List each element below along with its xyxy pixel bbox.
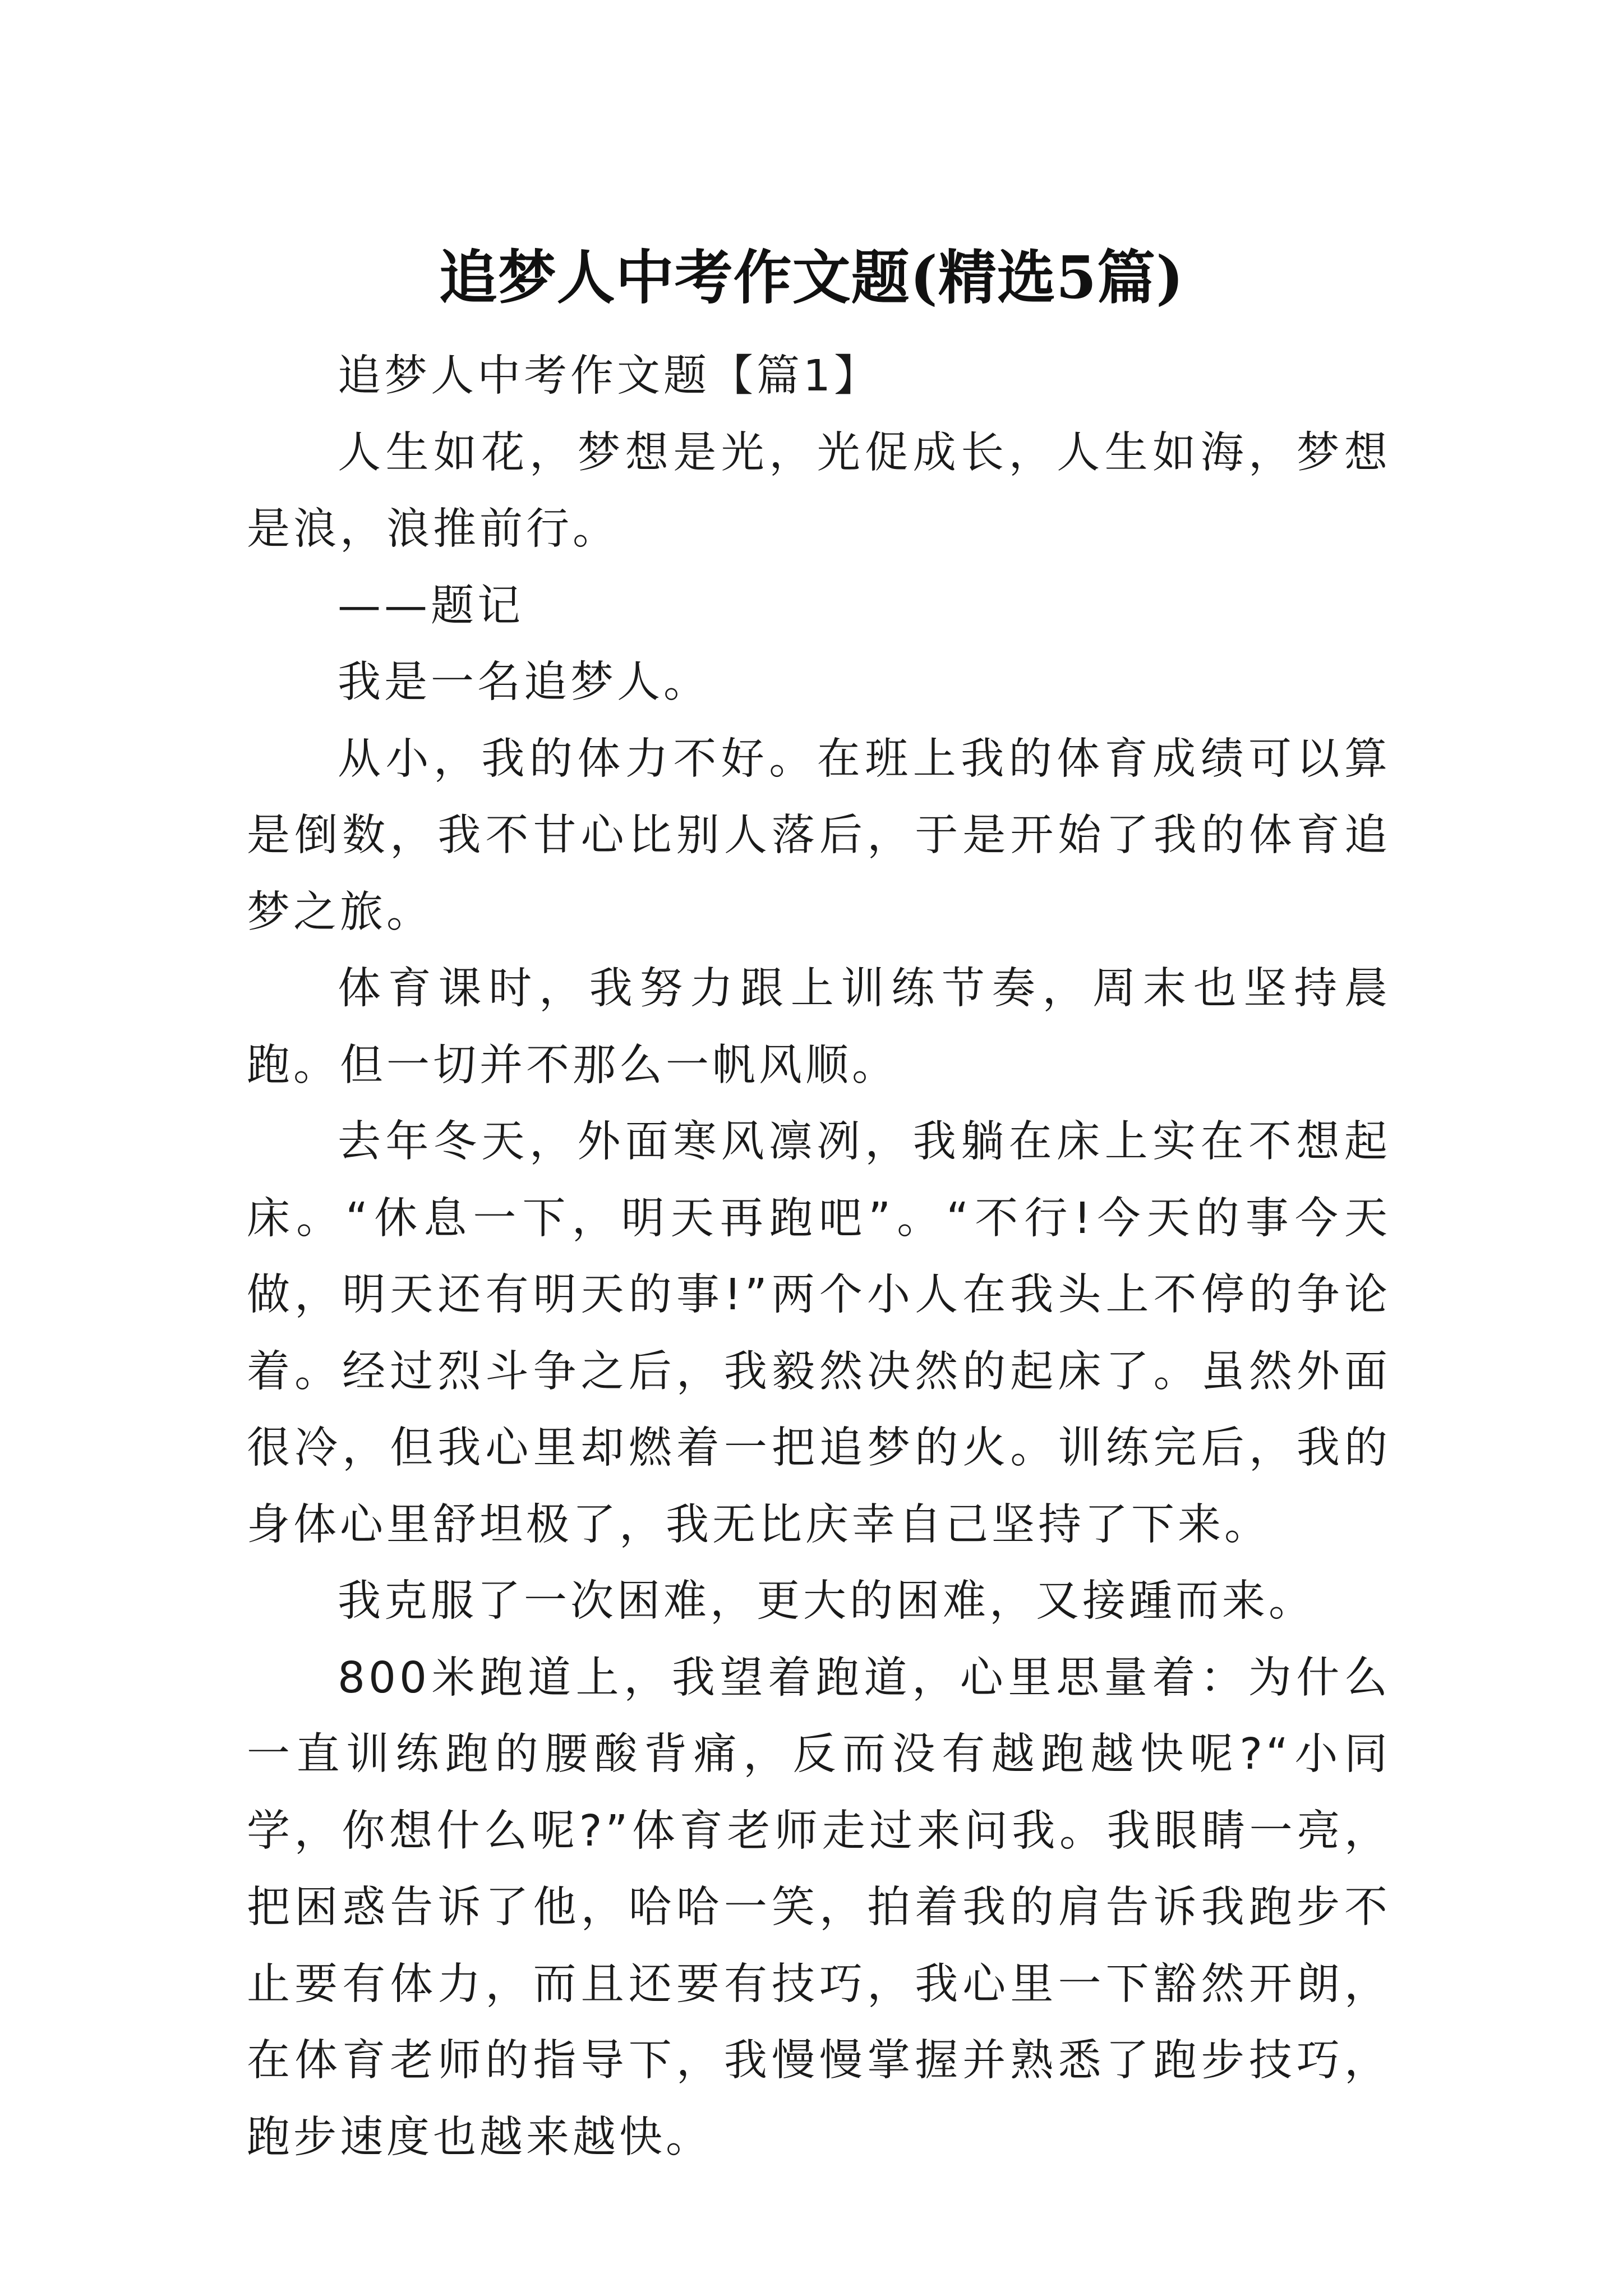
document-title: 追梦人中考作文题(精选5篇) <box>439 242 1184 312</box>
paragraph: 人生如花，梦想是光，光促成长，人生如海，梦想是浪，浪推前行。 <box>247 427 1391 554</box>
paragraph: 去年冬天，外面寒风凛冽，我躺在床上实在不想起床。“休息一下，明天再跑吧”。“不行!今天的事今天做，明天还有明天的事!”两个小人在我头上不停的争论着。经过烈斗争之后，我毅然决然的起床了。虽然外面很冷，但我心里却燃着一把追梦的火。训练完后，我的身体心里舒坦极了，我无比庆幸自己坚持了下来。 <box>247 1117 1391 1550</box>
paragraph: 我是一名追梦人。 <box>338 657 710 707</box>
paragraph: 追梦人中考作文题【篇1】 <box>338 351 880 401</box>
paragraph: 800米跑道上，我望着跑道，心里思量着：为什么一直训练跑的腰酸背痛，反而没有越跑越快呢?“小同学，你想什么呢?”体育老师走过来问我。我眼睛一亮，把困惑告诉了他，哈哈一笑，拍着我的肩告诉我跑步不止要有体力，而且还要有技巧，我心里一下豁然开朗，在体育老师的指导下，我慢慢掌握并熟悉了跑步技巧，跑步速度也越来越快。 <box>247 1653 1391 2162</box>
paragraph: 我克服了一次困难，更大的困难，又接踵而来。 <box>338 1576 1315 1626</box>
document-body <box>247 338 1391 2176</box>
paragraph: 从小，我的体力不好。在班上我的体育成绩可以算是倒数，我不甘心比别人落后，于是开始了我的体育追梦之旅。 <box>247 734 1391 937</box>
paragraph: ——题记 <box>338 581 524 631</box>
paragraph: 体育课时，我努力跟上训练节奏，周末也坚持晨跑。但一切并不那么一帆风顺。 <box>247 964 1391 1091</box>
